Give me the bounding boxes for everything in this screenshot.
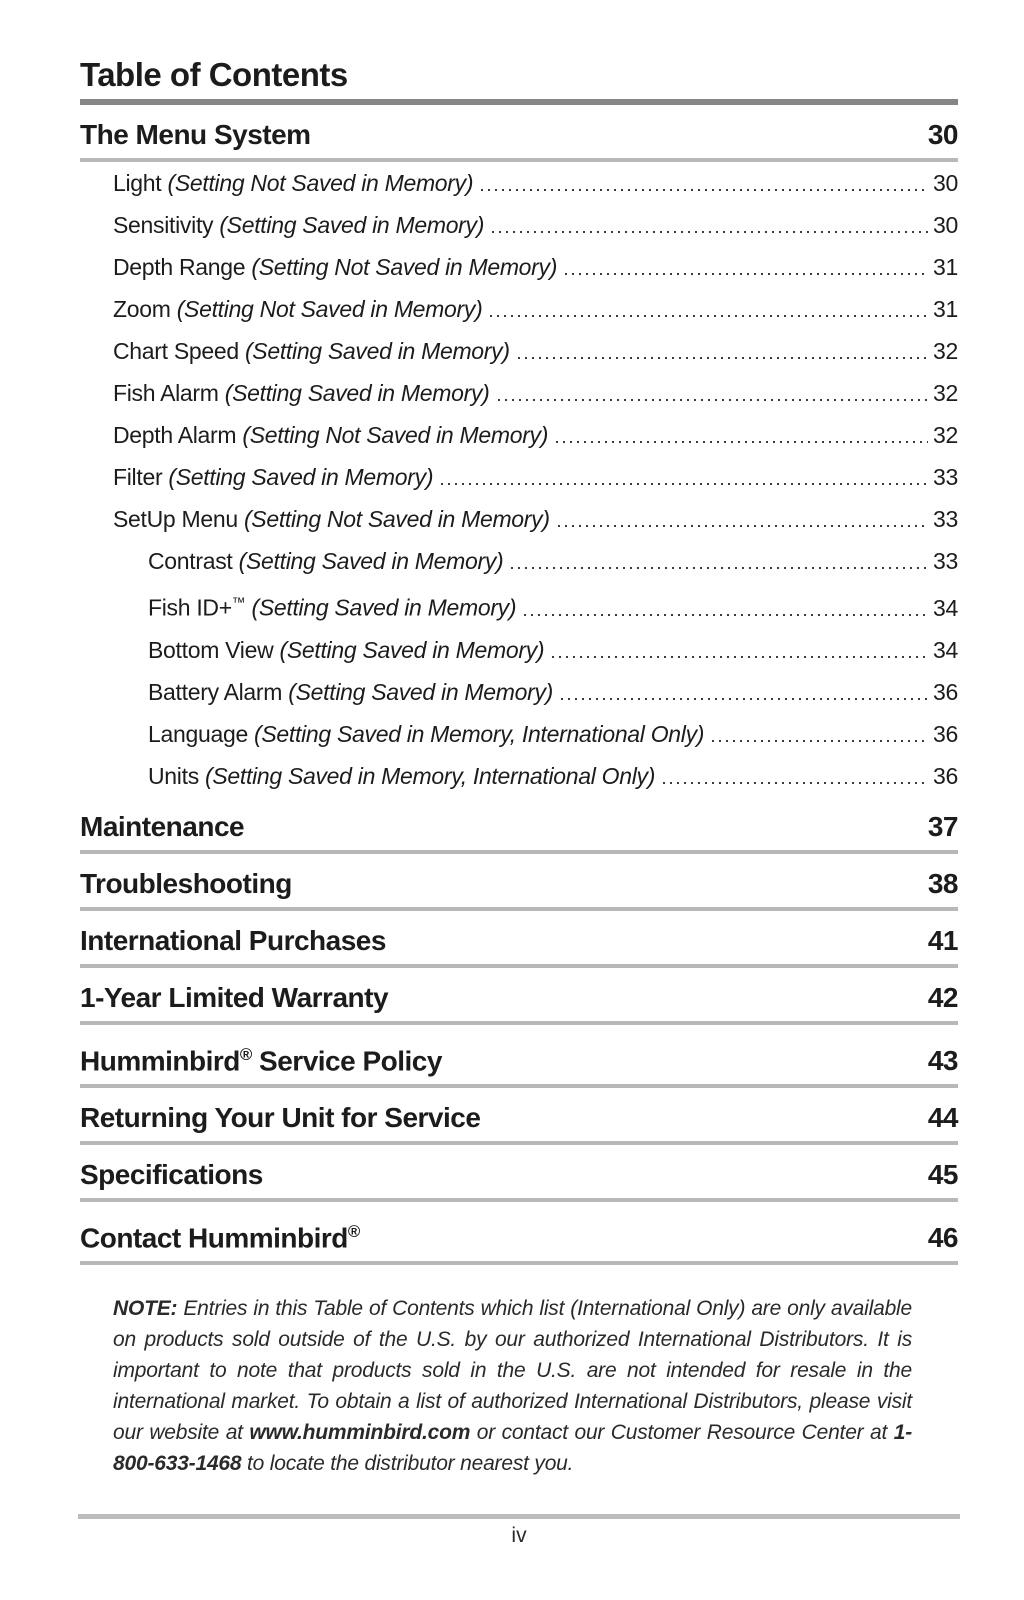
footer-rule bbox=[78, 1514, 960, 1519]
toc-item-row[interactable] bbox=[80, 330, 958, 372]
toc-item-label: Chart Speed (Setting Saved in Memory) bbox=[113, 338, 510, 364]
toc-item-label: Light (Setting Not Saved in Memory) bbox=[113, 170, 474, 196]
dot-leader bbox=[441, 483, 928, 485]
toc-section-label: Troubleshooting bbox=[80, 867, 292, 899]
dot-leader bbox=[561, 698, 928, 700]
toc-section-label: Humminbird® Service Policy bbox=[80, 1044, 442, 1076]
section-rule bbox=[80, 1198, 958, 1202]
toc-item-label: Fish Alarm (Setting Saved in Memory) bbox=[113, 380, 490, 406]
toc-item-label: Language (Setting Saved in Memory, International Only) bbox=[148, 720, 705, 747]
toc-section-row[interactable] bbox=[80, 1038, 958, 1077]
toc-section-row[interactable] bbox=[80, 118, 958, 151]
toc-item-row[interactable] bbox=[80, 372, 958, 414]
toc-item-page: 33 bbox=[933, 464, 958, 490]
title-rule bbox=[80, 99, 958, 105]
toc-item-label: Fish ID+™ (Setting Saved in Memory) bbox=[148, 594, 517, 621]
section-rule bbox=[80, 1261, 958, 1265]
toc-section-row[interactable] bbox=[80, 924, 958, 957]
toc-page bbox=[80, 57, 958, 1479]
toc-section-row[interactable] bbox=[80, 1101, 958, 1134]
toc-item-page: 30 bbox=[933, 212, 958, 238]
page-number: iv bbox=[511, 1524, 527, 1547]
toc-item-label: Units (Setting Saved in Memory, International Only) bbox=[148, 762, 656, 789]
toc-section-row[interactable] bbox=[80, 1158, 958, 1191]
toc-item-page: 36 bbox=[933, 720, 958, 747]
toc-section-row[interactable] bbox=[80, 867, 958, 900]
toc-section-page: 41 bbox=[927, 924, 958, 956]
toc-item-page: 36 bbox=[933, 762, 958, 789]
toc-item-detail: (Setting Saved in Memory) bbox=[168, 464, 434, 490]
dot-leader bbox=[565, 273, 928, 275]
toc-item-row[interactable] bbox=[80, 713, 958, 755]
toc-item-detail: (Setting Saved in Memory, International Only) bbox=[254, 720, 705, 747]
toc-section-label: Specifications bbox=[80, 1158, 263, 1190]
toc-section-row[interactable] bbox=[80, 1215, 958, 1254]
toc-item-row[interactable] bbox=[80, 582, 958, 629]
toc-item-row[interactable] bbox=[80, 540, 958, 582]
toc-section-page: 45 bbox=[927, 1158, 958, 1190]
toc-item-row[interactable] bbox=[80, 414, 958, 456]
toc-item-page: 34 bbox=[933, 636, 958, 663]
toc-item-row[interactable] bbox=[80, 204, 958, 246]
dot-leader bbox=[511, 567, 928, 569]
toc-item-detail: (Setting Saved in Memory, International Only) bbox=[205, 762, 656, 789]
toc-item-detail: (Setting Saved in Memory) bbox=[244, 338, 510, 364]
toc-item-page: 31 bbox=[933, 254, 958, 280]
toc-section-page: 38 bbox=[927, 867, 958, 899]
note-text-3: to locate the distributor nearest you. bbox=[241, 1452, 574, 1476]
toc-item-page: 32 bbox=[933, 380, 958, 406]
toc-item-detail: (Setting Not Saved in Memory) bbox=[243, 506, 550, 532]
toc-section-label: International Purchases bbox=[80, 924, 386, 956]
toc-section-page: 44 bbox=[927, 1101, 958, 1133]
toc-item-label: SetUp Menu (Setting Not Saved in Memory) bbox=[113, 506, 550, 532]
note-text-2: or contact our Customer Resource Center at bbox=[470, 1421, 894, 1445]
toc-item-detail: (Setting Saved in Memory) bbox=[238, 548, 504, 574]
dot-leader bbox=[558, 525, 928, 527]
toc-item-detail: (Setting Not Saved in Memory) bbox=[251, 254, 558, 280]
toc-item-detail: (Setting Saved in Memory) bbox=[219, 212, 485, 238]
toc-item-row[interactable] bbox=[80, 288, 958, 330]
toc-item-row[interactable] bbox=[80, 671, 958, 713]
dot-leader bbox=[663, 782, 928, 784]
toc-section-page: 30 bbox=[927, 119, 958, 150]
toc-item-page: 30 bbox=[933, 170, 958, 196]
page-footer bbox=[78, 1514, 960, 1548]
page-title: Table of Contents bbox=[80, 56, 348, 93]
toc-item-detail: (Setting Saved in Memory) bbox=[251, 594, 517, 621]
toc-item-page: 31 bbox=[933, 296, 958, 322]
dot-leader bbox=[498, 399, 929, 401]
toc-item-label: Battery Alarm (Setting Saved in Memory) bbox=[148, 678, 554, 705]
toc-section-label: The Menu System bbox=[80, 119, 311, 150]
toc-item-row[interactable] bbox=[80, 246, 958, 288]
phone-number: 1-800-633-1468 bbox=[113, 1421, 912, 1476]
toc-section-label: 1-Year Limited Warranty bbox=[80, 981, 389, 1013]
toc-item-page: 36 bbox=[933, 678, 958, 705]
toc-item-label: Sensitivity (Setting Saved in Memory) bbox=[113, 212, 485, 238]
dot-leader bbox=[490, 315, 928, 317]
dot-leader bbox=[552, 656, 928, 658]
toc-item-page: 32 bbox=[933, 338, 958, 364]
toc-item-label: Contrast (Setting Saved in Memory) bbox=[148, 548, 504, 574]
toc-item-row[interactable] bbox=[80, 456, 958, 498]
toc-item-label: Depth Alarm (Setting Not Saved in Memory) bbox=[113, 422, 549, 448]
note-label: NOTE: bbox=[113, 1297, 178, 1321]
section-rule bbox=[80, 1141, 958, 1145]
toc-item-row[interactable] bbox=[80, 162, 958, 204]
website-link[interactable]: www.humminbird.com bbox=[249, 1421, 471, 1445]
dot-leader bbox=[492, 231, 928, 233]
toc-item-detail: (Setting Saved in Memory) bbox=[224, 380, 490, 406]
dot-leader bbox=[481, 189, 928, 191]
toc-section-label: Contact Humminbird® bbox=[80, 1221, 360, 1254]
toc-item-detail: (Setting Not Saved in Memory) bbox=[176, 296, 483, 322]
toc-item-page: 34 bbox=[933, 594, 958, 621]
toc-section-page: 43 bbox=[927, 1044, 958, 1076]
toc-item-detail: (Setting Not Saved in Memory) bbox=[167, 170, 474, 196]
section-rule bbox=[80, 850, 958, 854]
toc-item-row[interactable] bbox=[80, 629, 958, 671]
toc-item-row[interactable] bbox=[80, 498, 958, 540]
section-rule bbox=[80, 964, 958, 968]
dot-leader bbox=[556, 441, 928, 443]
toc-section-page: 37 bbox=[927, 810, 958, 842]
toc-section-row[interactable] bbox=[80, 810, 958, 843]
dot-leader bbox=[524, 614, 928, 616]
toc-item-detail: (Setting Saved in Memory) bbox=[279, 636, 545, 663]
toc-section-row[interactable] bbox=[80, 981, 958, 1014]
note-paragraph bbox=[113, 1293, 912, 1479]
section-rule bbox=[80, 907, 958, 911]
toc-item-detail: (Setting Saved in Memory) bbox=[288, 678, 554, 705]
toc-item-detail: (Setting Not Saved in Memory) bbox=[242, 422, 549, 448]
toc-item-page: 32 bbox=[933, 422, 958, 448]
toc-section-page: 46 bbox=[927, 1222, 958, 1254]
dot-leader bbox=[712, 740, 928, 742]
section-rule bbox=[80, 1021, 958, 1025]
note-text-1: Entries in this Table of Contents which list (International Only) are only available on products sold outside of the U.S. by our authorized International Distributors. It is important to note that products sold in the U.S. are not intended for resale in the international market. To obtain a list of authorized International Distributors, please visit our website at bbox=[113, 1297, 912, 1445]
toc-item-page: 33 bbox=[933, 506, 958, 532]
toc-list bbox=[80, 118, 958, 1265]
toc-item-page: 33 bbox=[933, 548, 958, 574]
toc-section-label: Maintenance bbox=[80, 810, 245, 842]
toc-item-label: Depth Range (Setting Not Saved in Memory) bbox=[113, 254, 558, 280]
toc-item-label: Bottom View (Setting Saved in Memory) bbox=[148, 636, 545, 663]
dot-leader bbox=[518, 357, 928, 359]
section-rule bbox=[80, 1084, 958, 1088]
toc-section-page: 42 bbox=[927, 981, 958, 1013]
toc-item-label: Filter (Setting Saved in Memory) bbox=[113, 464, 434, 490]
toc-item-row[interactable] bbox=[80, 755, 958, 797]
toc-section-label: Returning Your Unit for Service bbox=[80, 1101, 481, 1133]
toc-item-label: Zoom (Setting Not Saved in Memory) bbox=[113, 296, 483, 322]
